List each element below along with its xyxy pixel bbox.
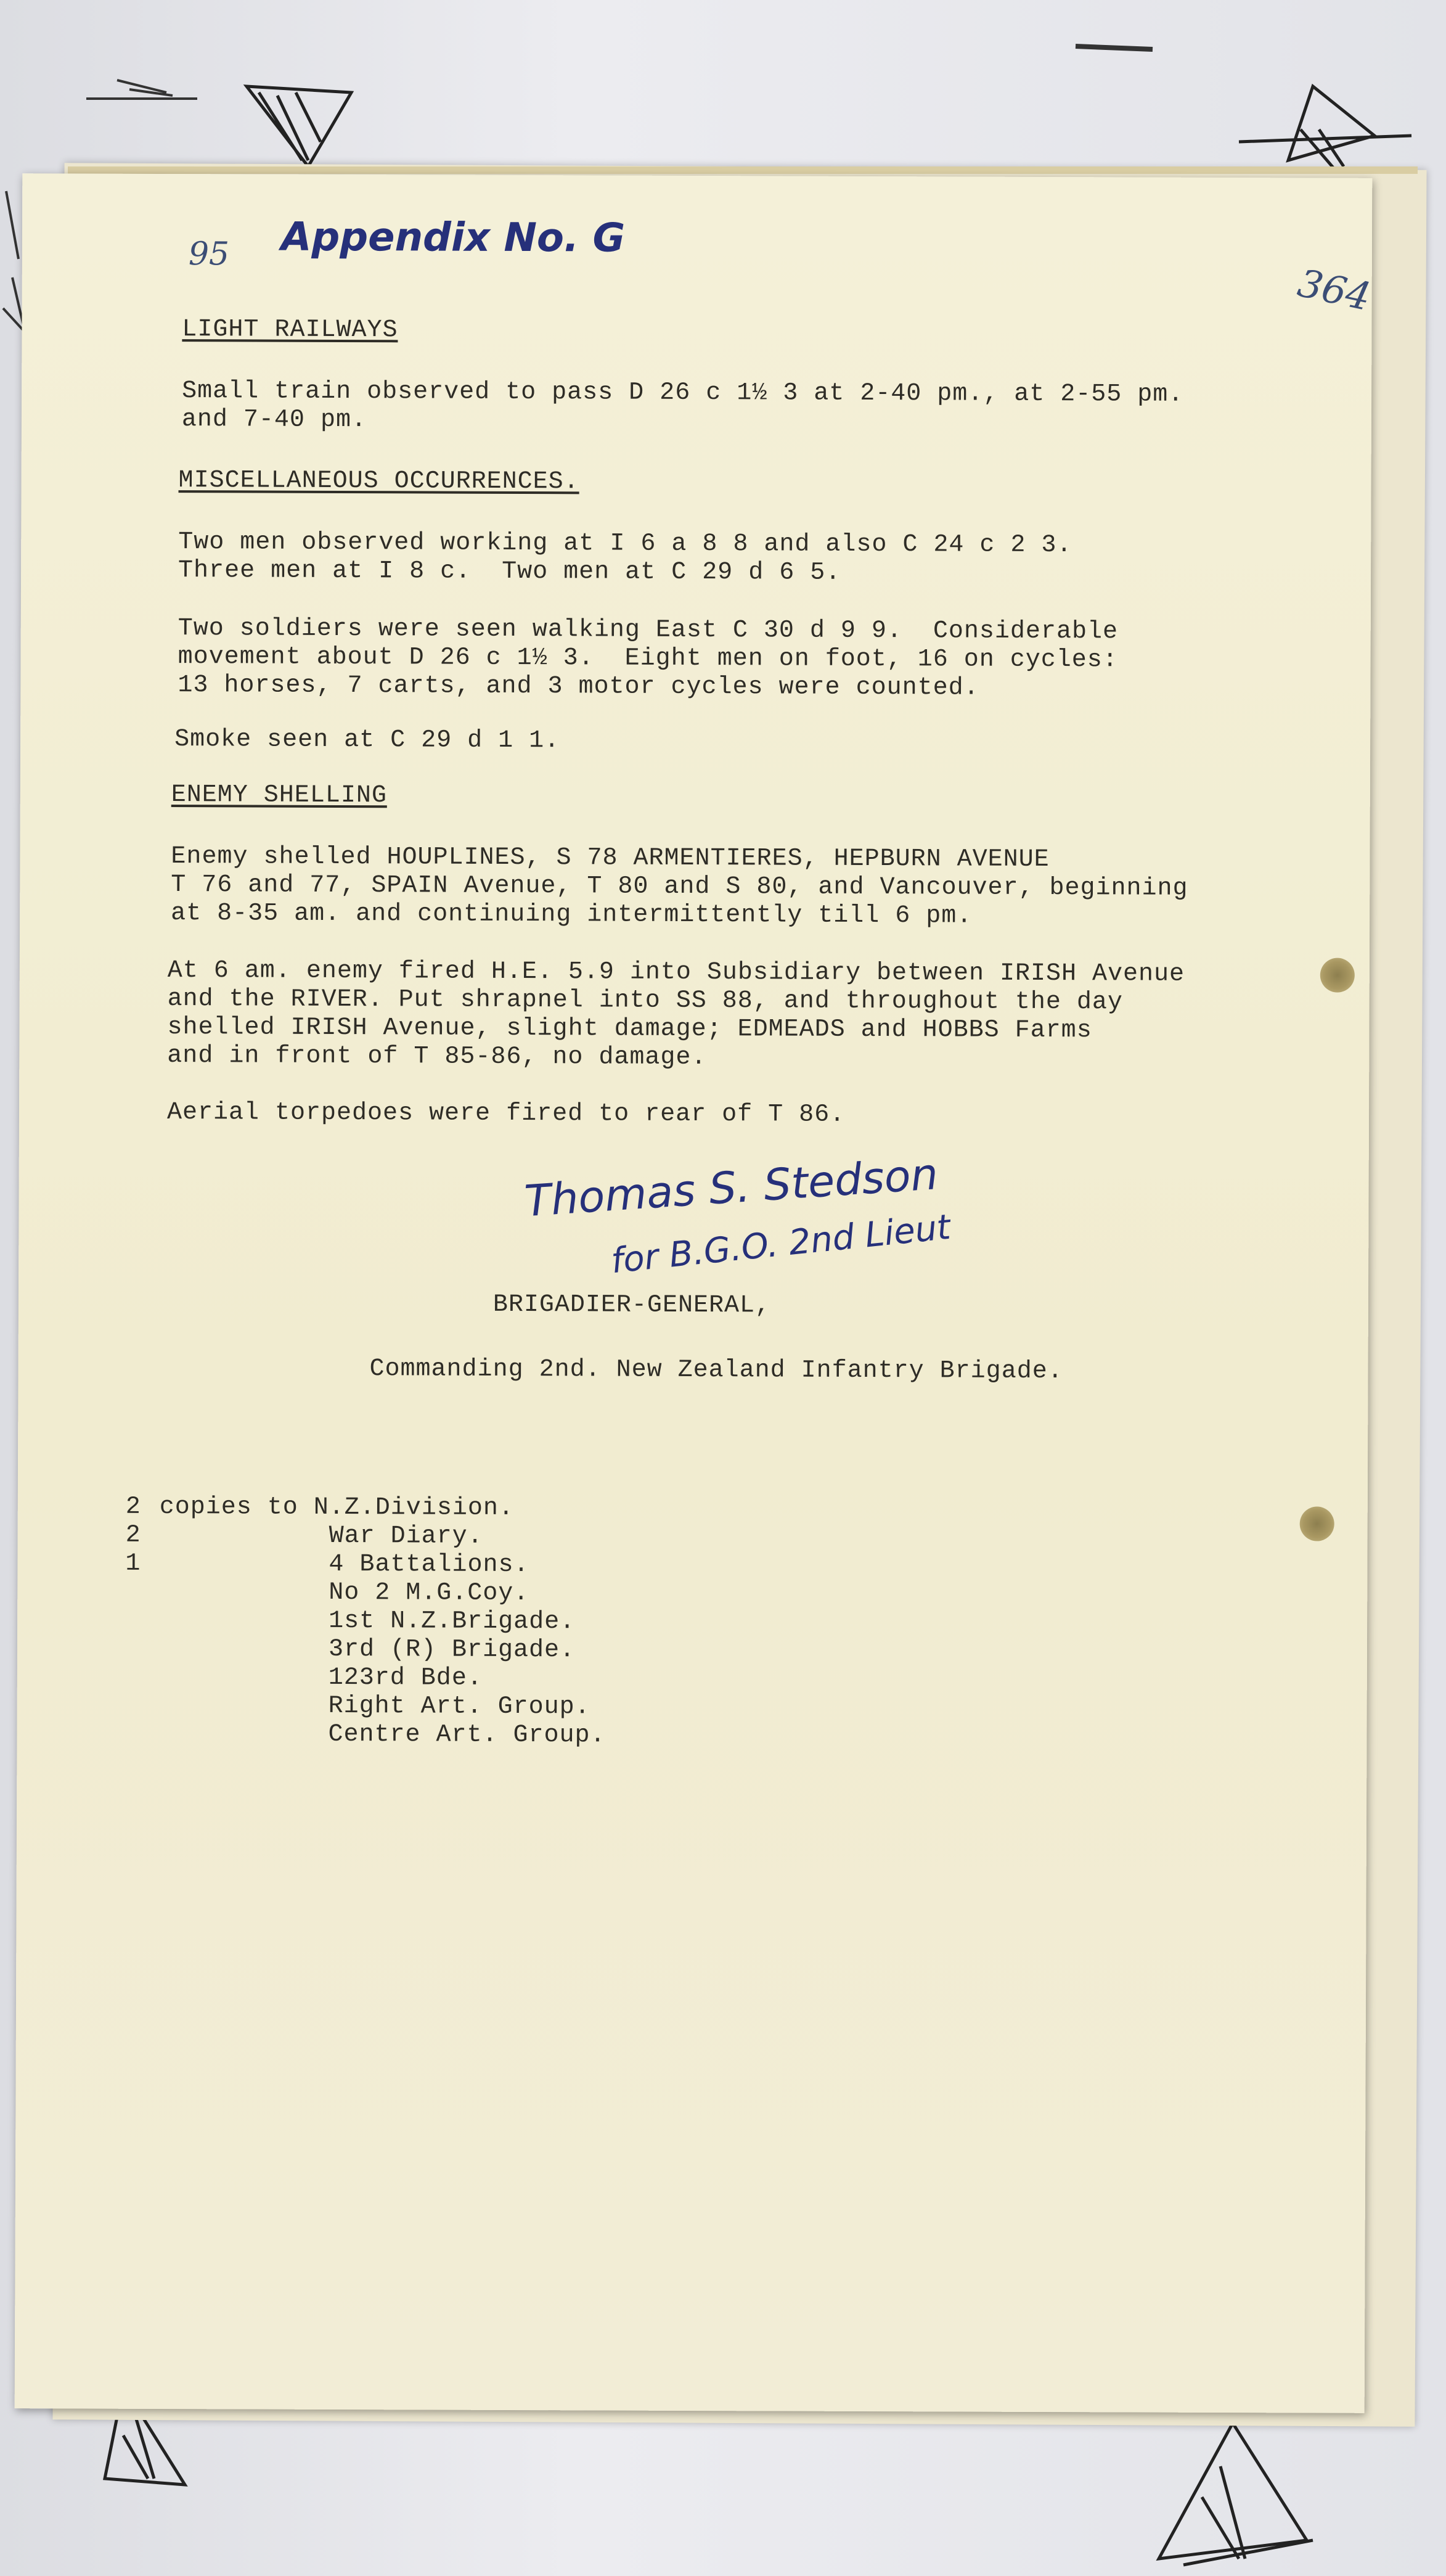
light-railways-line: and 7-40 pm. — [181, 406, 367, 435]
folio-number: 364 — [1294, 260, 1375, 320]
document-page — [15, 173, 1373, 2413]
distribution-count: 2 — [125, 1493, 141, 1521]
distribution-recipient: War Diary. — [329, 1522, 483, 1551]
distribution-recipient: Centre Art. Group. — [328, 1720, 606, 1750]
misc-paragraph-line: Two soldiers were seen walking East C 30 d 9 9. Considerable — [178, 615, 1119, 646]
light-railways-heading: LIGHT RAILWAYS — [182, 316, 398, 345]
shelling-paragraph-line: and the RIVER. Put shrapnel into SS 88, and throughout the day — [167, 985, 1123, 1017]
distribution-recipient: 1st N.Z.Brigade. — [329, 1607, 576, 1636]
signatory-title: BRIGADIER-GENERAL, — [492, 1290, 771, 1320]
shelling-paragraph-line: at 8-35 am. and continuing intermittently till 6 pm. — [171, 900, 973, 930]
pencil-sketch-top-center — [1072, 37, 1159, 55]
punch-hole — [1320, 958, 1355, 993]
handwritten-signature-for: for B.G.O. 2nd Lieut — [609, 1207, 952, 1282]
shelling-paragraph-line: Enemy shelled HOUPLINES, S 78 ARMENTIERES, HEPBURN AVENUE — [171, 843, 1050, 874]
pencil-sketch-bottom-right — [1146, 2417, 1319, 2571]
misc-paragraph-line: Three men at I 8 c. Two men at C 29 d 6 5. — [178, 557, 841, 587]
distribution-count: 1 — [125, 1549, 141, 1578]
distribution-recipient: Right Art. Group. — [328, 1692, 590, 1721]
shelling-paragraph-line: shelled IRISH Avenue, slight damage; EDMEADS and HOBBS Farms — [167, 1014, 1092, 1045]
handwritten-signature: Thomas S. Stedson — [523, 1149, 940, 1227]
misc-paragraph-line: Smoke seen at C 29 d 1 1. — [174, 726, 560, 755]
shelling-paragraph-line: Aerial torpedoes were fired to rear of T 86. — [166, 1099, 846, 1129]
signatory-command: Commanding 2nd. New Zealand Infantry Brigade. — [369, 1355, 1063, 1386]
punch-hole — [1300, 1506, 1334, 1541]
distribution-recipient: 4 Battalions. — [329, 1550, 529, 1580]
misc-paragraph-line: movement about D 26 c 1½ 3. Eight men on foot, 16 on cycles: — [178, 643, 1118, 675]
shelling-paragraph-line: T 76 and 77, SPAIN Avenue, T 80 and S 80, and Vancouver, beginning — [171, 871, 1188, 903]
pencil-sketch-top-left-small — [80, 62, 203, 111]
pencil-sketch-top-left — [234, 68, 370, 173]
distribution-count: 2 — [125, 1521, 141, 1549]
distribution-recipient: No 2 M.G.Coy. — [329, 1578, 529, 1608]
page-number: 95 — [188, 236, 230, 273]
distribution-recipient: 123rd Bde. — [328, 1663, 483, 1692]
appendix-label: Appendix No. G — [280, 214, 626, 261]
misc-paragraph-line: Two men observed working at I 6 a 8 8 and also C 24 c 2 3. — [178, 528, 1072, 560]
misc-paragraph-line: 13 horses, 7 carts, and 3 motor cycles were counted. — [178, 671, 979, 702]
shelling-heading: ENEMY SHELLING — [171, 781, 387, 810]
distribution-recipient: copies to N.Z.Division. — [159, 1493, 514, 1522]
shelling-paragraph-line: At 6 am. enemy fired H.E. 5.9 into Subsidiary between IRISH Avenue — [167, 957, 1185, 988]
distribution-recipient: 3rd (R) Brigade. — [328, 1635, 576, 1665]
page-stack-edge — [68, 166, 1418, 174]
light-railways-line: Small train observed to pass D 26 c 1½ 3 at 2-40 pm., at 2-55 pm. — [182, 377, 1184, 409]
misc-heading: MISCELLANEOUS OCCURRENCES. — [178, 467, 579, 496]
shelling-paragraph-line: and in front of T 85-86, no damage. — [167, 1042, 707, 1072]
